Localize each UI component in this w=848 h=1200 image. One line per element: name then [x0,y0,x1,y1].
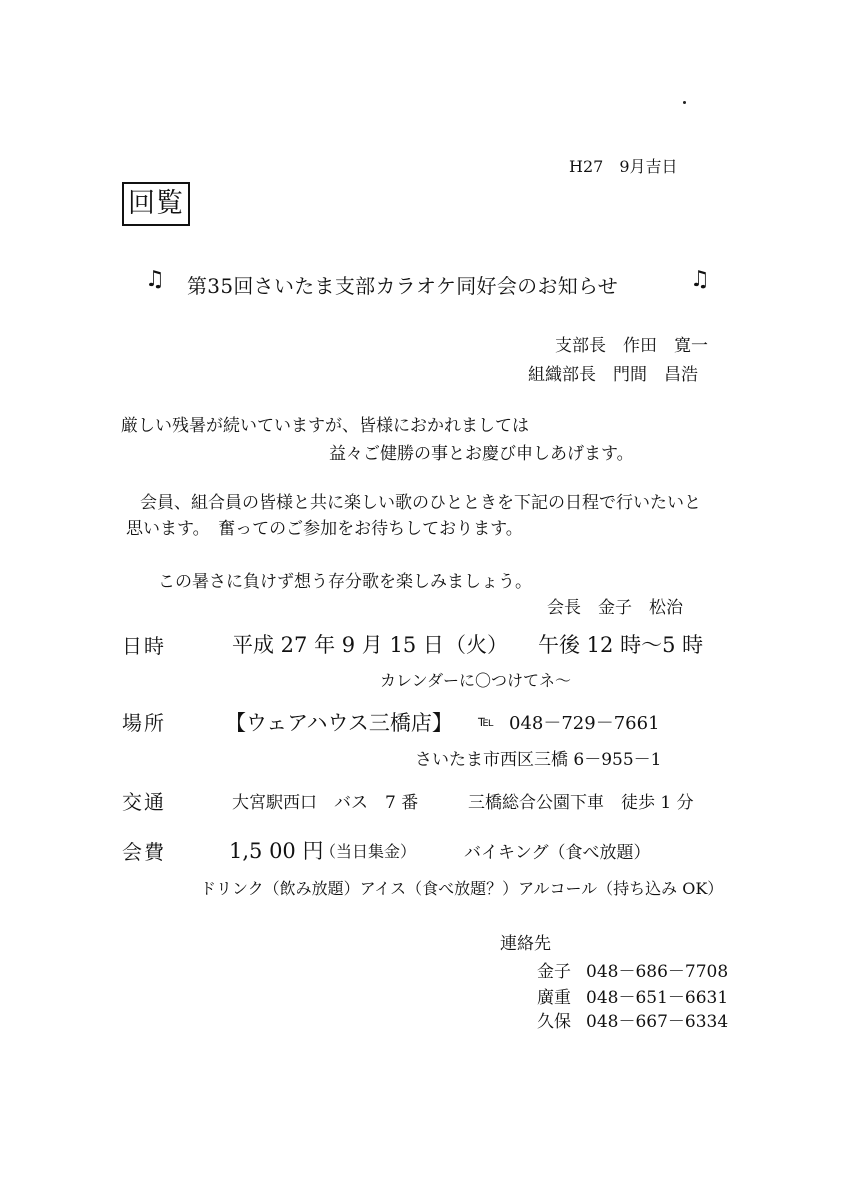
venue-label: 場所 [122,711,166,735]
circulation-stamp: 回覧 [122,182,190,226]
greeting-line-1: 厳しい残暑が続いていますが、皆様におかれましては [121,416,529,436]
issue-date: H27 9月吉日 [569,157,678,176]
contact-name: 金子 [537,962,571,982]
body-line-3: この暑さに負けず想う存分歌を楽しみましょう。 [158,572,532,592]
contact-phone: 048－651－6631 [586,988,729,1008]
drinks-note: ドリンク（飲み放題）アイス（食べ放題？）アルコール（持ち込み OK） [200,879,724,898]
venue-address: さいたま市西区三橋 6－955－1 [415,750,662,770]
fee-payment: （当日集金） [320,842,417,861]
venue-name: 【ウェアハウス三橋店】 [225,711,453,735]
event-time: 午後 12 時～5 時 [538,633,704,657]
event-date: 平成 27 年 9 月 15 日 [232,633,444,657]
body-line-2: 思います。 奮ってのご参加をお待ちしております。 [126,519,523,539]
contact-phone: 048－686－7708 [586,962,729,982]
fee-label: 会費 [122,840,166,864]
event-weekday: （火） [445,633,508,657]
fee-amount: 1,5 00 円 [229,839,324,863]
branch-head: 支部長 作田 寛一 [555,336,708,356]
organization-head: 組織部長 門間 昌浩 [528,365,698,385]
phone-icon: ℡ [478,712,495,730]
greeting-line-2: 益々ご健勝の事とお慶び申しあげます。 [329,444,634,464]
contact-phone: 048－667－6334 [586,1012,729,1032]
transport-label: 交通 [122,790,166,814]
schedule-label: 日時 [122,634,166,658]
body-line-1: 会員、組合員の皆様と共に楽しい歌のひとときを下記の日程で行いたいと [140,493,701,513]
scan-speck [683,101,686,104]
contacts-heading: 連絡先 [500,934,551,954]
buffet-note: バイキング（食べ放題） [464,843,651,863]
transport-route: 大宮駅西口 バス 7 番 [232,793,419,813]
music-note-icon: ♫ [145,266,165,292]
chairman: 会長 金子 松治 [547,598,683,618]
page-title: 第35回さいたま支部カラオケ同好会のお知らせ [187,274,619,298]
contact-name: 久保 [537,1012,571,1032]
music-note-icon: ♫ [690,266,710,292]
transport-stop: 三橋総合公園下車 徒歩 1 分 [468,793,694,813]
contact-name: 廣重 [537,988,571,1008]
calendar-note: カレンダーに〇つけてネ～ [380,671,571,690]
venue-phone: 048－729－7661 [509,713,660,734]
